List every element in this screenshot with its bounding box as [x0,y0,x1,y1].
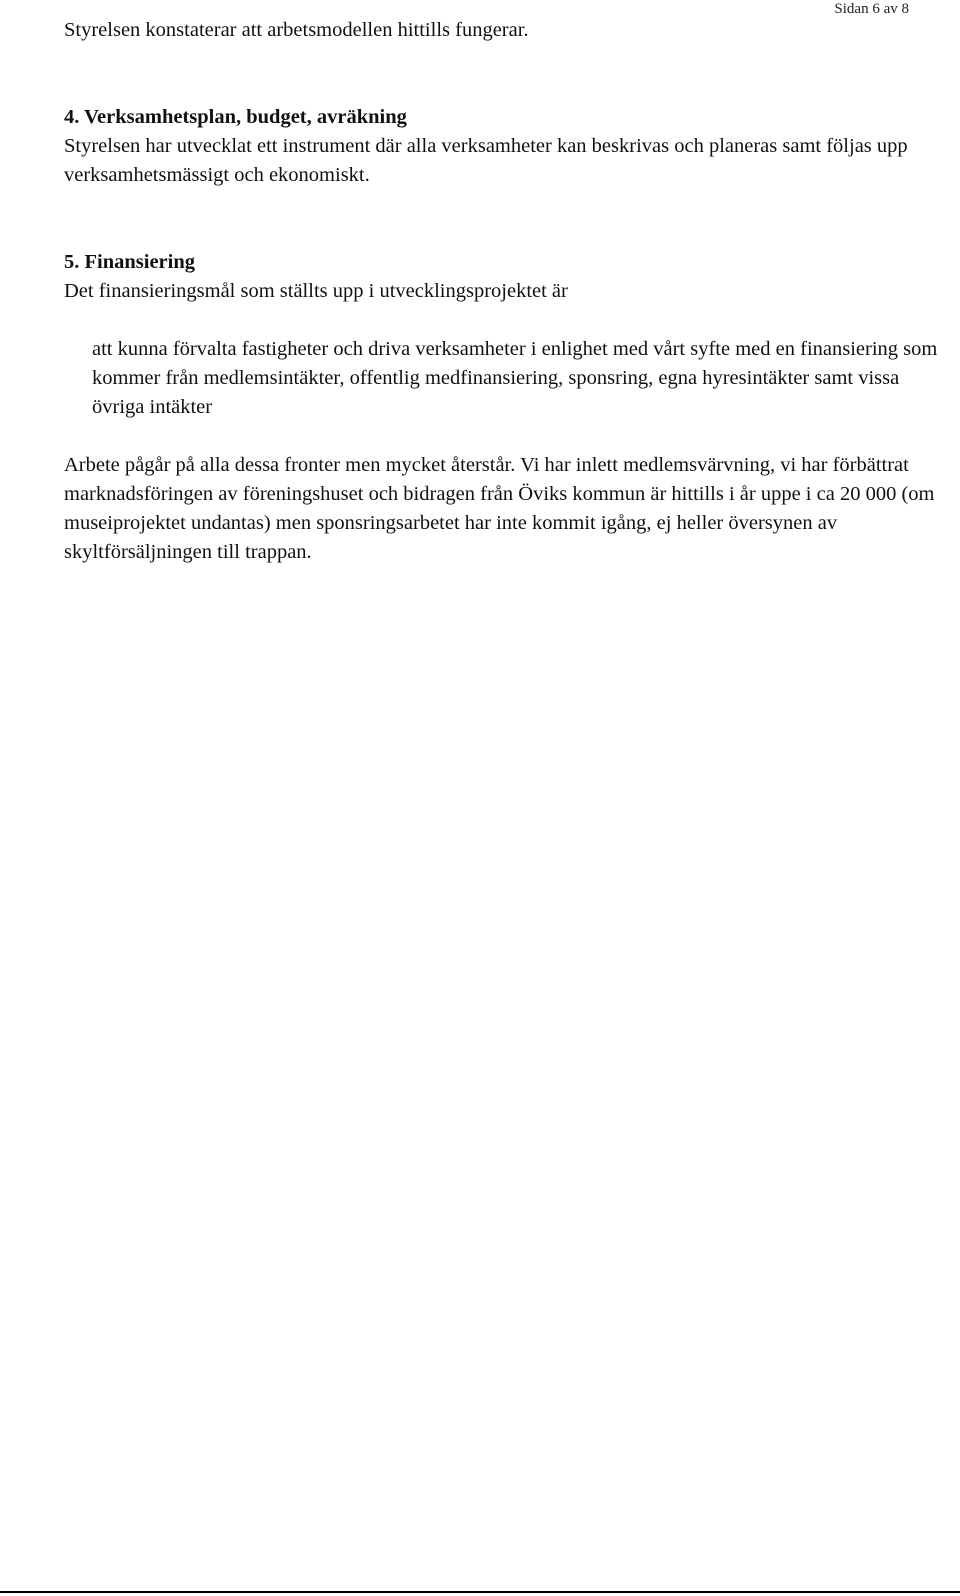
footer-rule [0,1591,960,1593]
section-5-paragraph: Arbete pågår på alla dessa fronter men mycket återstår. Vi har inlett medlemsvärvning, vi har förbättrat marknadsföringen av föreningshuset och bidragen från Öviks kommun är hittills i år uppe i ca 20 000 (om museiprojektet undantas) men sponsringsarbetet har inte kommit igång, ej heller översynen av skyltförsäljningen till trappan. [64,454,935,563]
spacer [64,45,944,103]
spacer [64,190,944,248]
spacer [64,306,944,335]
section-4-heading: 4. Verksamhetsplan, budget, avräkning [64,106,407,128]
section-5-heading: 5. Finansiering [64,251,195,273]
document-body [64,16,944,567]
intro-paragraph: Styrelsen konstaterar att arbetsmodellen hittills fungerar. [64,19,529,41]
page-number: Sidan 6 av 8 [834,1,909,17]
section-5-lead: Det finansieringsmål som ställts upp i utvecklingsprojektet är [64,280,568,302]
financing-goal-quote: att kunna förvalta fastigheter och driva verksamheter i enlighet med vårt syfte med en finansiering som kommer från medlemsintäkter, offentlig medfinansiering, sponsring, egna hyresintäkter samt vissa övriga intäkter [92,338,938,418]
section-4-paragraph: Styrelsen har utvecklat ett instrument där alla verksamheter kan beskrivas och planeras samt följas upp verksamhetsmässigt och ekonomiskt. [64,135,908,186]
spacer [64,422,944,451]
